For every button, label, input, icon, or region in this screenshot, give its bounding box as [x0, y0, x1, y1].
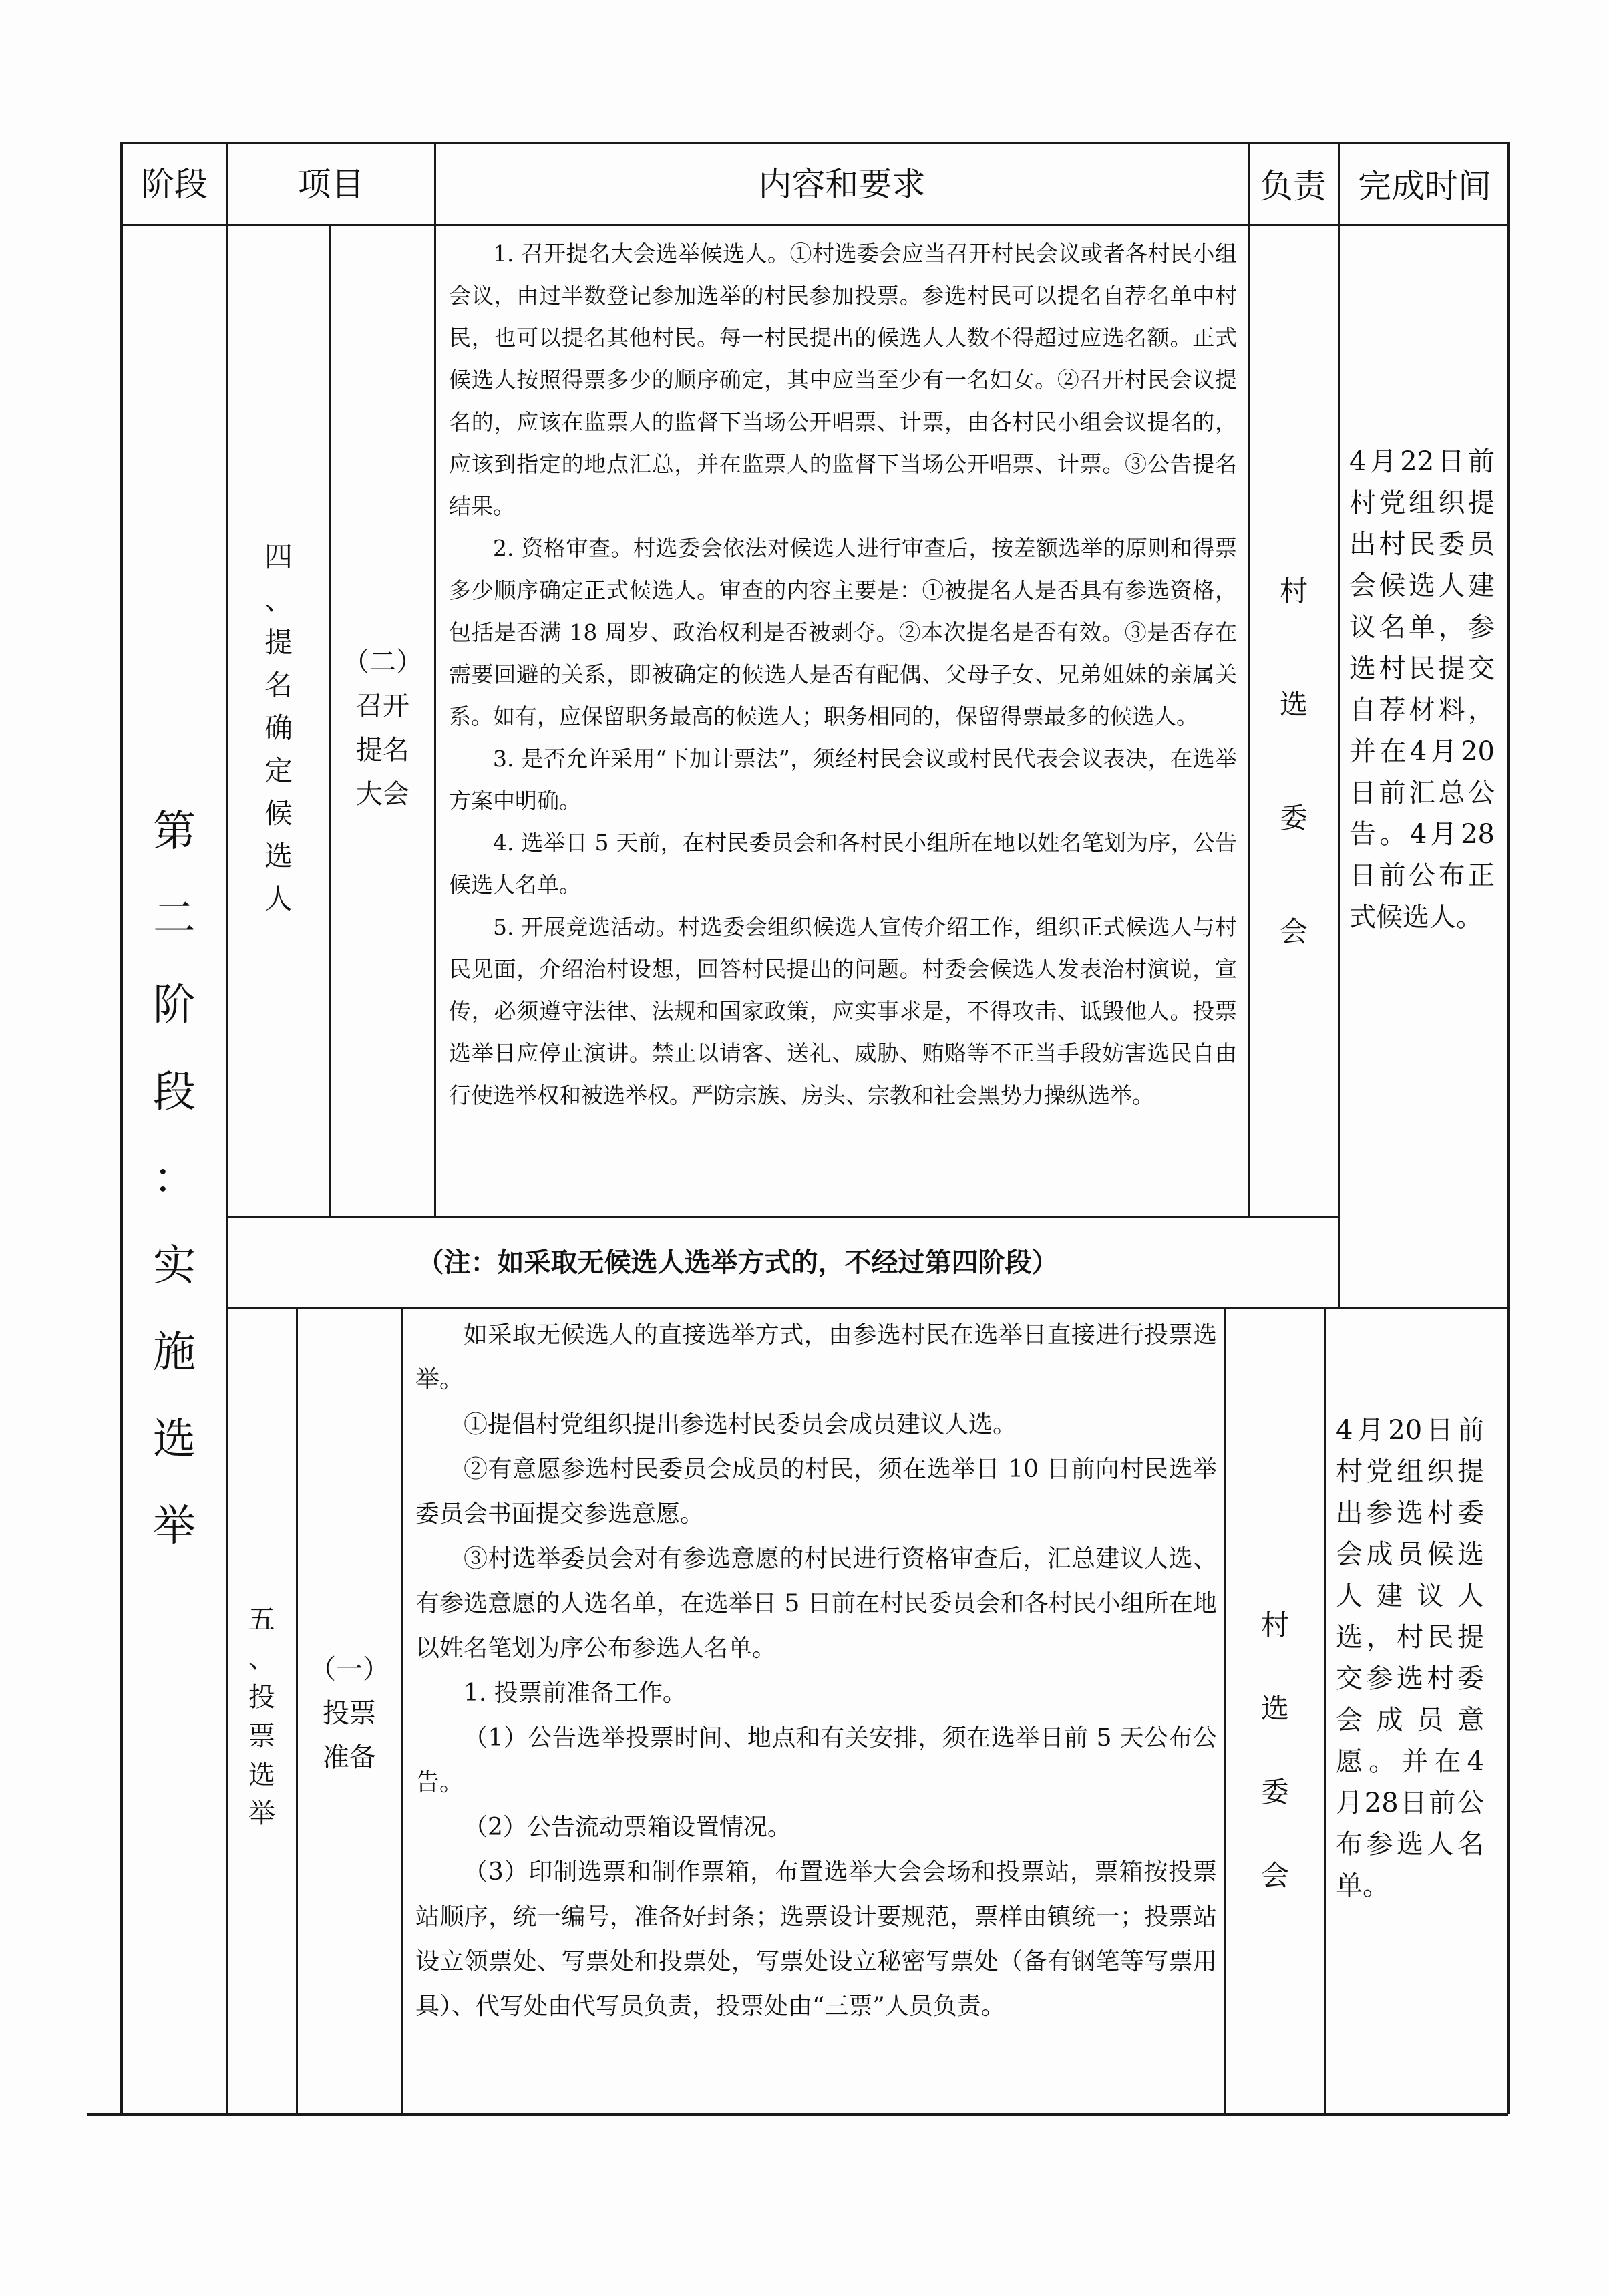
resp-char: 选	[1260, 1692, 1289, 1725]
content-paragraph: 1. 召开提名大会选举候选人。①村选委会应当召开村民会议或者各村民小组会议，由过半数登记参加选举的村民参加投票。参选村民可以提名自荐名单中村民，也可以提名其他村民。每一村民提出的候选人人数不得超过应选名额。正式候选人按照得票多少的顺序确定，其中应当至少有一名妇女。②召开村民会议提名的，应该在监票人的监督下当场公开唱票、计票，由各村民小组会议提名的，应该到指定的地点汇总，并在监票人的监督下当场公开唱票、计票。③公告提名结果。	[449, 240, 1237, 519]
item-char: 四	[264, 540, 293, 573]
resp-char: 村	[1260, 1609, 1289, 1641]
section4-sub-item	[331, 635, 434, 822]
section5-responsible	[1226, 1583, 1324, 1917]
section4-item-label	[228, 521, 329, 935]
item-char: 人	[264, 882, 293, 915]
item-char: 提	[264, 626, 293, 659]
item-char: 五	[248, 1605, 275, 1635]
content-paragraph: ①提倡村党组织提出参选村民委员会成员建议人选。	[464, 1411, 1017, 1438]
note-row: （注：如采取无候选人选举方式的，不经过第四阶段）	[417, 1247, 1059, 1278]
stage-char: 实	[153, 1241, 196, 1291]
resp-col-line	[1338, 142, 1340, 1308]
section5-item-label	[228, 1597, 296, 1837]
stage-char: 选	[153, 1415, 196, 1464]
item-char: 候	[264, 797, 293, 830]
content-paragraph: （3）印制选票和制作票箱，布置选举大会会场和投票站，票箱按投票站顺序，统一编号，准备好封条；选票设计要规范，票样由镇统一；投票站设立领票处、写票处和投票处，写票处设立秘密写票处（备有钢笔等写票用具）、代写处由代写员负责，投票处由“三票”人员负责。	[415, 1858, 1217, 2020]
item-char: 票	[248, 1721, 275, 1752]
content-paragraph: ②有意愿参选村民委员会成员的村民，须在选举日 10 日前向村民选举委员会书面提交参选意愿。	[415, 1456, 1217, 1528]
stage-char: 第	[153, 807, 196, 856]
item-col-line	[401, 1308, 403, 2114]
resp-char: 选	[1279, 688, 1308, 721]
resp-char: 村	[1279, 575, 1308, 607]
stage-char: 施	[153, 1328, 196, 1377]
section4-deadline: 4月22日前村党组织提出村民委员会候选人建议名单，参选村民提交自荐材料，并在4月20日前汇总公告。4月28日前公布正式候选人。	[1349, 446, 1495, 933]
resp-char: 会	[1260, 1859, 1289, 1892]
item-char: 举	[248, 1798, 275, 1829]
sub-item-line: 提名	[356, 735, 409, 766]
section5-deadline: 4月20日前村党组织提出参选村委会成员候选人建议人选，村民提交参选村委会成员意愿。并在4月28日前公布参选人名单。	[1336, 1415, 1484, 1901]
section5-sub-item	[298, 1640, 401, 1787]
item-char: 名	[264, 669, 293, 701]
header-stage: 阶段	[141, 165, 208, 204]
content-paragraph: 1. 投票前准备工作。	[464, 1679, 687, 1707]
stage-char: 举	[153, 1502, 196, 1551]
section5-content	[415, 1313, 1217, 2029]
resp-col-line	[1324, 1308, 1326, 2114]
section4-responsible	[1250, 541, 1338, 982]
content-paragraph: （1）公告选举投票时间、地点和有关安排，须在选举日前 5 天公布公告。	[415, 1724, 1217, 1796]
sub-item-line: 投票	[323, 1698, 376, 1729]
content-paragraph: 5. 开展竞选活动。村选委会组织候选人宣传介绍工作，组织正式候选人与村民见面，介绍治村设想，回答村民提出的问题。村委会候选人发表治村演说，宣传，必须遵守法律、法规和国家政策，应实事求是，不得攻击、诋毁他人。投票选举日应停止演讲。禁止以请客、送礼、威胁、贿赂等不正当手段妨害选民自由行使选举权和被选举权。严防宗族、房头、宗教和社会黑势力操纵选举。	[449, 914, 1237, 1108]
sub-item-line: （二）	[343, 647, 423, 677]
content-paragraph: （2）公告流动票箱设置情况。	[464, 1814, 791, 1841]
content-paragraph: 如采取无候选人的直接选举方式，由参选村民在选举日直接进行投票选举。	[415, 1321, 1217, 1393]
sub-item-line: 召开	[356, 691, 409, 721]
stage-char: 二	[153, 894, 196, 943]
stage-char: 阶	[153, 981, 196, 1030]
content-paragraph: ③村选举委员会对有参选意愿的村民进行资格审查后，汇总建议人选、有参选意愿的人选名单，在选举日 5 日前在村民委员会和各村民小组所在地以姓名笔划为序公布参选人名单。	[415, 1545, 1217, 1662]
resp-char: 委	[1279, 802, 1308, 834]
header-bottom-line	[120, 224, 1509, 226]
sub-item-line: （一）	[309, 1654, 389, 1685]
content-paragraph: 4. 选举日 5 天前，在村民委员会和各村民小组所在地以姓名笔划为序，公告候选人名单。	[449, 830, 1237, 898]
item-col-line	[434, 226, 436, 1216]
section-divider	[226, 1307, 1508, 1309]
section4-content	[449, 232, 1237, 1116]
stage-char: 段	[153, 1068, 196, 1117]
header-content: 内容和要求	[758, 165, 926, 204]
table-border-right	[1507, 142, 1510, 2114]
stage-char: ：	[153, 1154, 196, 1204]
item-char: 、	[248, 1643, 275, 1674]
item-char: 确	[264, 711, 293, 744]
resp-char: 会	[1279, 915, 1308, 948]
content-paragraph: 3. 是否允许采用“下加计票法”，须经村民会议或村民代表会议表决，在选举方案中明确。	[449, 746, 1237, 814]
resp-char: 委	[1260, 1776, 1289, 1808]
stage-label	[123, 788, 226, 1570]
item-char: 、	[264, 583, 293, 616]
sub-item-line: 准备	[323, 1742, 376, 1773]
table-border-bottom	[87, 2113, 1508, 2116]
content-paragraph: 2. 资格审查。村选委会依法对候选人进行审查后，按差额选举的原则和得票多少顺序确定正式候选人。审查的内容主要是：①被提名人是否具有参选资格，包括是否满 18 周岁、政治权利是否被剥夺。②本次提名是否有效。③是否存在需要回避的关系，即被确定的候选人是否有配偶、父母子女、兄弟姐妹的亲属关系。如有，应保留职务最高的候选人；职务相同的，保留得票最多的候选人。	[449, 535, 1237, 729]
sub-item-line: 大会	[356, 779, 409, 810]
header-deadline: 完成时间	[1358, 167, 1491, 206]
item-char: 定	[264, 754, 293, 787]
header-responsible: 负责	[1260, 167, 1326, 206]
item-char: 选	[264, 840, 293, 872]
item-char: 投	[248, 1682, 275, 1713]
item-char: 选	[248, 1760, 275, 1790]
header-item: 项目	[297, 165, 365, 204]
